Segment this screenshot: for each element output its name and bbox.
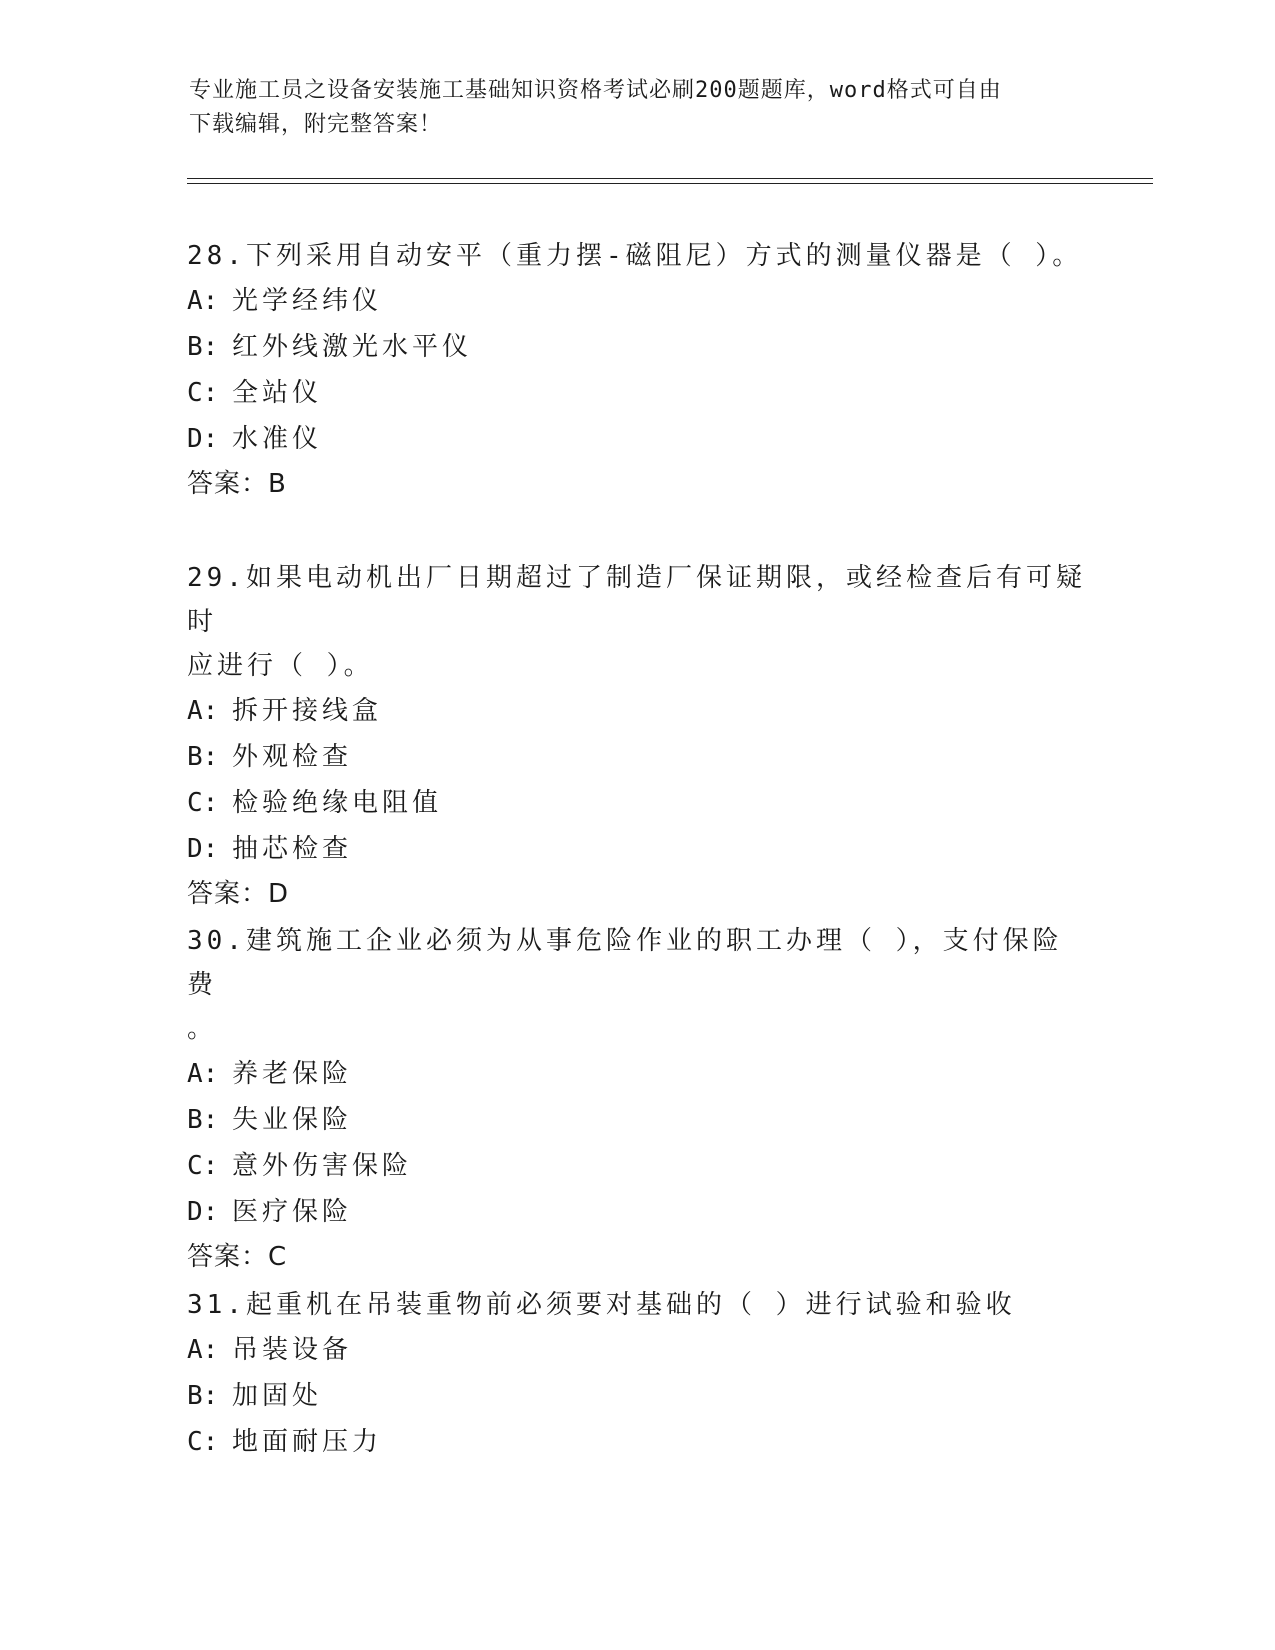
option-text: 失业保险 [232,1105,353,1135]
option-a [187,1327,1087,1373]
answer-line: 答案：B [187,469,287,499]
header-line-1: 专业施工员之设备安装施工基础知识资格考试必刷200题题库，word格式可自由 [189,78,1002,103]
option-letter: D: [187,834,219,864]
question-30 [187,919,1087,1279]
option-text: 地面耐压力 [232,1427,383,1457]
question-stem: 28.下列采用自动安平（重力摆-磁阻尼）方式的测量仪器是（ ）。 [187,241,1083,271]
header-divider-bottom [187,183,1153,184]
option-a [187,688,1087,734]
question-28 [187,234,1087,506]
question-29 [187,556,1087,916]
option-d [187,416,1087,462]
option-letter: B: [187,742,219,772]
option-letter: C: [187,378,219,408]
option-text: 意外伤害保险 [232,1151,413,1181]
option-b [187,1097,1087,1143]
option-text: 水准仪 [232,424,323,454]
option-text: 医疗保险 [232,1197,353,1227]
question-stem-line-1: 29.如果电动机出厂日期超过了制造厂保证期限，或经检查后有可疑时 [187,563,1086,637]
question-stem-line-2: 。 [187,1014,218,1044]
option-text: 抽芯检查 [232,834,353,864]
option-letter: A: [187,696,219,726]
option-c [187,1419,1087,1465]
option-text: 加固处 [232,1381,323,1411]
option-text: 吊装设备 [232,1335,353,1365]
option-c [187,370,1087,416]
option-c [187,780,1087,826]
option-text: 红外线激光水平仪 [232,332,473,362]
option-a [187,278,1087,324]
answer-line: 答案：C [187,1242,288,1272]
option-text: 养老保险 [232,1059,353,1089]
option-letter: B: [187,1381,219,1411]
option-text: 光学经纬仪 [232,286,383,316]
option-letter: A: [187,1059,219,1089]
option-letter: B: [187,332,219,362]
header-divider-top [187,178,1153,179]
option-d [187,1189,1087,1235]
option-b [187,734,1087,780]
question-stem: 31.起重机在吊装重物前必须要对基础的（ ）进行试验和验收 [187,1290,1016,1320]
option-letter: C: [187,1427,219,1457]
option-a [187,1051,1087,1097]
option-letter: A: [187,286,219,316]
option-text: 检验绝缘电阻值 [232,788,443,818]
option-text: 外观检查 [232,742,353,772]
option-text: 全站仪 [232,378,323,408]
option-c [187,1143,1087,1189]
option-letter: D: [187,1197,219,1227]
option-text: 拆开接线盒 [232,696,383,726]
question-stem-line-2: 应进行（ ）。 [187,651,374,681]
header-line-2: 下载编辑，附完整答案！ [189,112,443,137]
option-b [187,324,1087,370]
document-header [189,74,1069,142]
option-letter: D: [187,424,219,454]
question-stem-line-1: 30.建筑施工企业必须为从事危险作业的职工办理（ ），支付保险费 [187,926,1063,1000]
option-letter: C: [187,788,219,818]
option-letter: B: [187,1105,219,1135]
option-letter: A: [187,1335,219,1365]
question-31 [187,1283,1087,1465]
option-letter: C: [187,1151,219,1181]
answer-line: 答案：D [187,879,290,909]
option-b [187,1373,1087,1419]
option-d [187,826,1087,872]
